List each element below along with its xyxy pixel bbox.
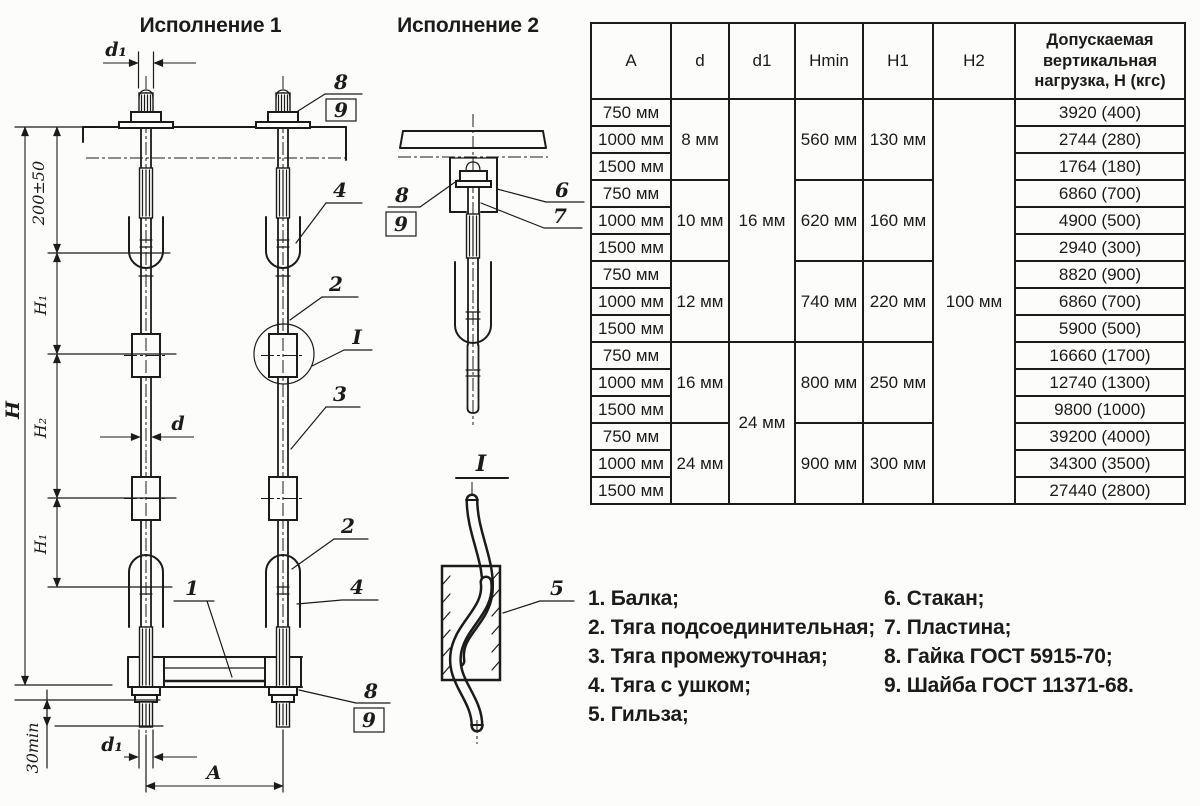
cell: 900 мм <box>795 423 863 504</box>
cell: 8820 (900) <box>1015 261 1185 288</box>
view-version-1 <box>2 39 390 792</box>
cell: 1500 мм <box>591 153 671 180</box>
cell: 16 мм <box>729 99 795 342</box>
drawing-title-version-1: Исполнение 1 <box>139 14 282 37</box>
callout-intermediate-rod-3: 3 <box>333 382 347 406</box>
cell: 34300 (3500) <box>1015 450 1185 477</box>
cell: 1500 мм <box>591 396 671 423</box>
callout-eye-rod-4-top: 4 <box>333 178 347 202</box>
cell: 740 мм <box>795 261 863 342</box>
detail-label-I: I <box>352 325 362 349</box>
legend-item-5: 5. Гильза; <box>588 703 689 726</box>
dim-H2: H₂ <box>31 417 50 439</box>
cell: 1764 (180) <box>1015 153 1185 180</box>
legend-column-1 <box>588 584 875 729</box>
plate-item-7 <box>456 181 491 187</box>
callout-washer-9-v2: 9 <box>394 212 408 236</box>
cell: 750 мм <box>591 261 671 288</box>
col-header-Hmin: Hmin <box>795 23 863 99</box>
cell: 9800 (1000) <box>1015 396 1185 423</box>
cell: 2940 (300) <box>1015 234 1185 261</box>
callout-connecting-rod-2-top: 2 <box>329 272 343 296</box>
cell: 1000 мм <box>591 450 671 477</box>
col-header-H1: H1 <box>863 23 933 99</box>
legend-item-7: 7. Пластина; <box>884 616 1012 639</box>
cell: 16660 (1700) <box>1015 342 1185 369</box>
cell: 1500 мм <box>591 234 671 261</box>
cell: 1500 мм <box>591 315 671 342</box>
cell: 5900 (500) <box>1015 315 1185 342</box>
cell: 1000 мм <box>591 288 671 315</box>
cell: 24 мм <box>729 342 795 504</box>
cell: 1500 мм <box>591 477 671 504</box>
cell: 750 мм <box>591 180 671 207</box>
dim-200-50: 200±50 <box>29 160 48 226</box>
col-header-d1: d1 <box>729 23 795 99</box>
cell: 220 мм <box>863 261 933 342</box>
cell: 800 мм <box>795 342 863 423</box>
cell: 560 мм <box>795 99 863 180</box>
cell: 750 мм <box>591 342 671 369</box>
legend-item-6: 6. Стакан; <box>884 587 985 610</box>
cell: 27440 (2800) <box>1015 477 1185 504</box>
table-row <box>591 423 1185 450</box>
view-version-2 <box>386 114 584 425</box>
cell: 620 мм <box>795 180 863 261</box>
cell: 12 мм <box>671 261 729 342</box>
dim-d: d <box>171 413 185 435</box>
cell: 6860 (700) <box>1015 180 1185 207</box>
callout-cup-6: 6 <box>555 178 569 202</box>
col-header-load: Допускаемая вертикальная нагрузка, Н (кгс) <box>1015 23 1185 99</box>
legend-item-3: 3. Тяга промежуточная; <box>588 645 828 668</box>
callout-nut-8-bottom: 8 <box>364 679 378 703</box>
cell: 10 мм <box>671 180 729 261</box>
dim-A: A <box>206 762 222 784</box>
table-row <box>591 261 1185 288</box>
cell: 1000 мм <box>591 369 671 396</box>
cell: 1000 мм <box>591 207 671 234</box>
specification-table <box>590 22 1186 505</box>
cell: 12740 (1300) <box>1015 369 1185 396</box>
callout-nut-8-top: 8 <box>334 70 348 94</box>
cell: 3920 (400) <box>1015 99 1185 126</box>
cell: 750 мм <box>591 99 671 126</box>
hanger-rod-left <box>119 76 173 742</box>
dim-30min: 30min <box>23 722 42 774</box>
legend-column-2 <box>884 584 1134 700</box>
header-row <box>591 23 1185 99</box>
legend-item-9: 9. Шайба ГОСТ 11371-68. <box>884 674 1134 697</box>
table-row <box>591 342 1185 369</box>
cell: 130 мм <box>863 99 933 180</box>
table-row <box>591 99 1185 126</box>
legend-item-4: 4. Тяга с ушком; <box>588 674 751 697</box>
cell: 750 мм <box>591 423 671 450</box>
callout-washer-9-top: 9 <box>334 98 348 122</box>
cell: 8 мм <box>671 99 729 180</box>
detail-view-I <box>442 451 574 744</box>
hanger-rod-right <box>256 76 310 742</box>
legend-item-8: 8. Гайка ГОСТ 5915-70; <box>884 645 1113 668</box>
callout-connecting-rod-2-bottom: 2 <box>341 514 355 538</box>
cell: 2744 (280) <box>1015 126 1185 153</box>
support-beam-top <box>83 127 350 160</box>
dim-d1-bottom: d₁ <box>101 734 123 756</box>
callout-plate-7: 7 <box>553 204 567 228</box>
technical-drawing <box>0 0 590 806</box>
cell: 39200 (4000) <box>1015 423 1185 450</box>
legend-item-1: 1. Балка; <box>588 587 679 610</box>
cell: 1000 мм <box>591 126 671 153</box>
callout-nut-8-v2: 8 <box>395 183 409 207</box>
table-row <box>591 180 1185 207</box>
cell: 100 мм <box>933 99 1015 504</box>
legend-item-2: 2. Тяга подсоединительная; <box>588 616 876 639</box>
detail-view-label-I: I <box>475 451 487 477</box>
dim-H1-upper: H₁ <box>31 294 50 316</box>
nut-item-8-v2 <box>460 171 487 181</box>
cell: 6860 (700) <box>1015 288 1185 315</box>
cell: 300 мм <box>863 423 933 504</box>
dim-H: H <box>2 401 24 419</box>
callout-washer-9-bottom: 9 <box>362 708 376 732</box>
col-header-A: A <box>591 23 671 99</box>
cell: 250 мм <box>863 342 933 423</box>
col-header-d: d <box>671 23 729 99</box>
col-header-H2: H2 <box>933 23 1015 99</box>
callout-beam-1: 1 <box>185 576 199 600</box>
callout-eye-rod-4-bottom: 4 <box>350 575 364 599</box>
cell: 160 мм <box>863 180 933 261</box>
dim-H1-lower: H₁ <box>31 533 50 555</box>
drawing-title-version-2: Исполнение 2 <box>397 14 539 37</box>
cell: 4900 (500) <box>1015 207 1185 234</box>
callout-sleeve-5: 5 <box>550 576 564 600</box>
cell: 16 мм <box>671 342 729 423</box>
cell: 24 мм <box>671 423 729 504</box>
dim-d1-top: d₁ <box>105 39 127 61</box>
